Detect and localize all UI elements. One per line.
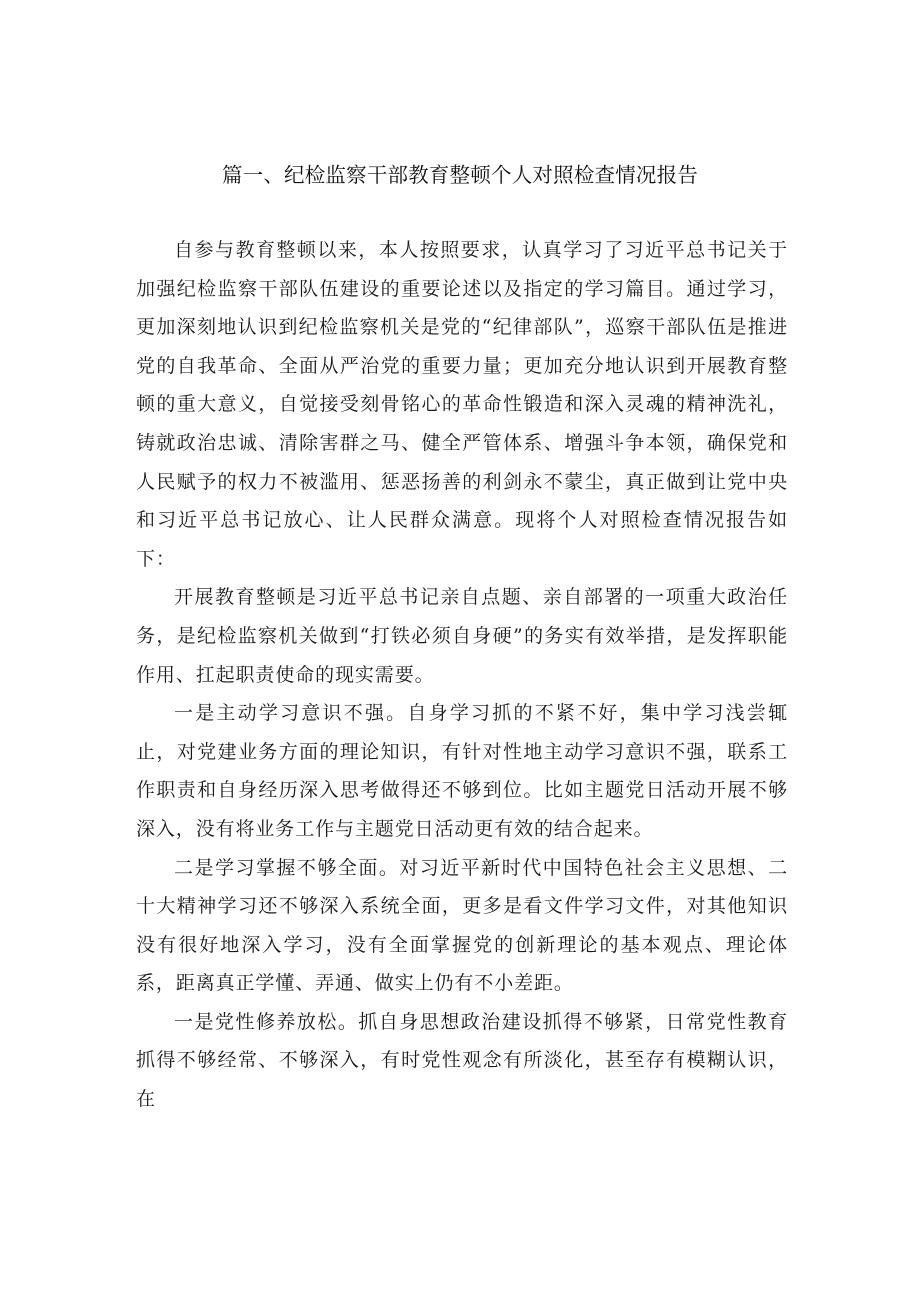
paragraph-study-awareness: 一是主动学习意识不强。自身学习抓的不紧不好，集中学习浅尝辄止，对党建业务方面的理论知识，有针对性地主动学习意识不强，联系工作职责和自身经历深入思考做得还不够到位。比如主题党日活动开展不够深入，没有将业务工作与主题党日活动更有效的结合起来。 [136, 702, 788, 840]
document-body [136, 231, 788, 1119]
paragraph-party-spirit: 一是党性修养放松。抓自身思想政治建设抓得不够紧，日常党性教育抓得不够经常、不够深入，有时党性观念有所淡化，甚至存有模糊认识，在 [136, 1010, 788, 1111]
document-title: 篇一、纪检监察干部教育整顿个人对照检查情况报告 [221, 163, 699, 187]
paragraph-study-coverage: 二是学习掌握不够全面。对习近平新时代中国特色社会主义思想、二十大精神学习还不够深入系统全面，更多是看文件学习文件，对其他知识没有很好地深入学习，没有全面掌握党的创新理论的基本观点、理论体系，距离真正学懂、弄通、做实上仍有不小差距。 [136, 856, 788, 995]
paragraph-background: 开展教育整顿是习近平总书记亲自点题、亲自部署的一项重大政治任务，是纪检监察机关做到“打铁必须自身硬”的务实有效举措，是发挥职能作用、扛起职责使命的现实需要。 [136, 586, 788, 686]
paragraph-intro: 自参与教育整顿以来，本人按照要求，认真学习了习近平总书记关于加强纪检监察干部队伍建设的重要论述以及指定的学习篇目。通过学习，更加深刻地认识到纪检监察机关是党的“纪律部队”，巡察干部队伍是推进党的自我革命、全面从严治党的重要力量；更加充分地认识到开展教育整顿的重大意义，自觉接受刻骨铭心的革命性锻造和深入灵魂的精神洗礼，铸就政治忠诚、清除害群之马、健全严管体系、增强斗争本领，确保党和人民赋予的权力不被滥用、惩恶扬善的利剑永不蒙尘，真正做到让党中央和习近平总书记放心、让人民群众满意。现将个人对照检查情况报告如下： [136, 239, 788, 570]
